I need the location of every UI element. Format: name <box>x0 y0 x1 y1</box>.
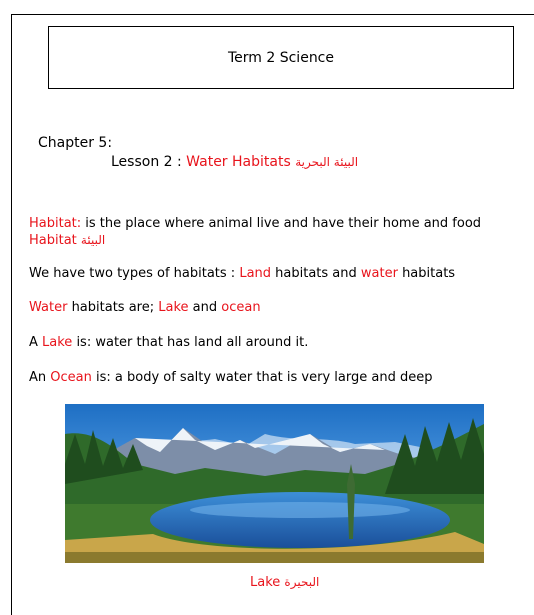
types-text-1: We have two types of habitats : <box>29 266 240 281</box>
types-text-2: habitats and <box>271 266 361 281</box>
habitat-translation <box>29 233 105 248</box>
lake-text: is: water that has land all around it. <box>72 335 309 350</box>
caption-arabic: البحيرة <box>284 575 320 589</box>
title-box <box>48 26 514 89</box>
habitat-arabic: البيئة <box>80 233 106 247</box>
ocean-term: Ocean <box>50 370 92 385</box>
chapter-heading: Chapter 5: <box>38 135 113 151</box>
water-habitats-text: habitats are; <box>67 300 159 315</box>
habitat-term-2: Habitat <box>29 233 77 248</box>
caption-word: Lake <box>250 575 281 590</box>
lake-term: Lake <box>42 335 73 350</box>
types-text-3: habitats <box>397 266 456 281</box>
water-word: water <box>360 266 398 281</box>
page-title: Term 2 Science <box>227 49 334 66</box>
water-habitats-list <box>29 300 261 315</box>
lake-photo <box>65 404 484 563</box>
habitat-definition <box>29 216 481 231</box>
ocean-definition <box>29 370 432 385</box>
water-word-2: Water <box>29 300 68 315</box>
habitat-types <box>29 266 455 281</box>
ocean-word: ocean <box>221 300 261 315</box>
lesson-arabic: البيئة البحرية <box>295 155 359 169</box>
land-word: Land <box>239 266 272 281</box>
photo-caption <box>250 575 319 590</box>
habitat-term: Habitat: <box>29 216 82 231</box>
lesson-title: Water Habitats <box>186 154 291 170</box>
ocean-text: is: a body of salty water that is very large and deep <box>91 370 433 385</box>
lake-word: Lake <box>158 300 189 315</box>
habitat-text: is the place where animal live and have their home and food <box>81 216 482 231</box>
and-text: and <box>188 300 222 315</box>
lesson-heading <box>111 154 358 170</box>
lake-article: A <box>29 335 43 350</box>
lake-definition <box>29 335 308 350</box>
lesson-prefix: Lesson 2 : <box>111 154 187 170</box>
ocean-article: An <box>29 370 51 385</box>
